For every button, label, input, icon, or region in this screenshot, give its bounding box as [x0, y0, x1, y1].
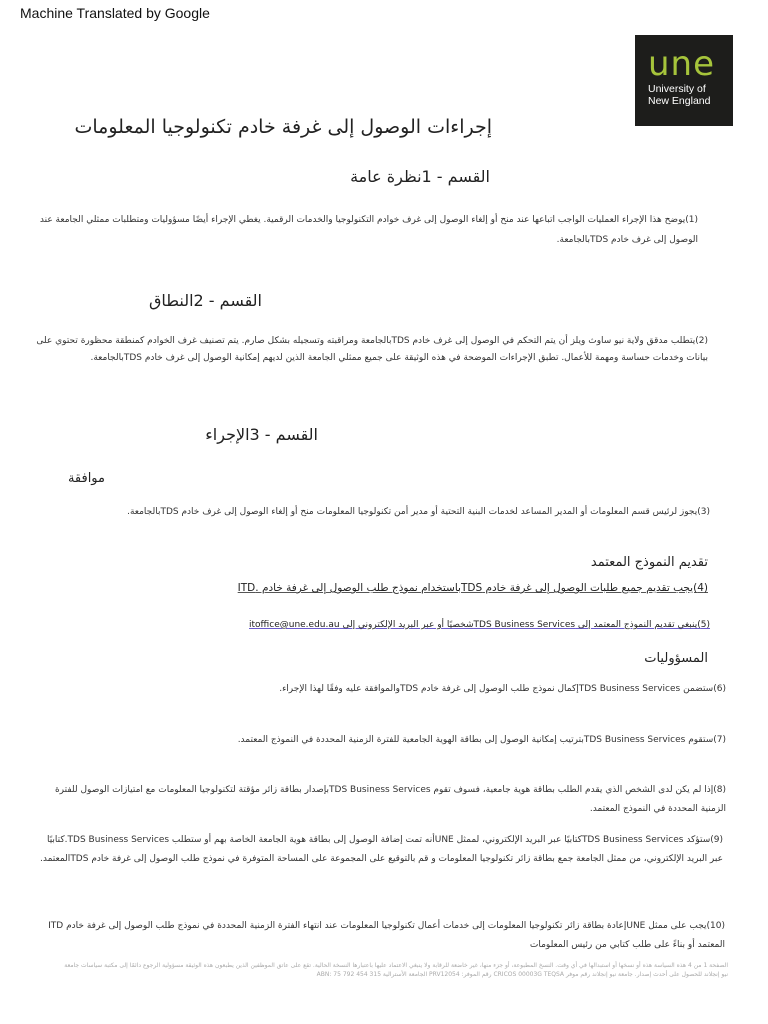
paragraph-2-line-1: (2)يتطلب مدقق ولاية نيو ساوث ويلز أن يتم التحكم في الوصول إلى غرف خادم TDSبالجامعة ومراقبته وتسجيله بشكل صارم. يتم تصنيف غرف الخوادم كمنطقة محظورة تحتوي على: [36, 336, 708, 346]
paragraph-2-line-2: بيانات وخدمات حساسة ومهمة للأعمال. تطبق الإجراءات الموضحة في هذه الوثيقة على جميع ممثلي الجامعة الذين لديهم إمكانية الوصول إلى غرف خادم TDSبالجامعة.: [90, 353, 708, 363]
logo-line-1: University of: [648, 83, 706, 95]
paragraph-1-line-2: الوصول إلى غرف خادم TDSبالجامعة.: [556, 235, 698, 245]
responsibilities-heading: المسؤوليات: [644, 651, 708, 666]
paragraph-8-line-1: (8)إذا لم يكن لدى الشخص الذي يقدم الطلب بطاقة هوية جامعية، فسوف تقوم TDS Business Servicesبإصدار بطاقة زائر مؤقتة لتكنولوجيا المعلومات مع امتيازات الوصول للفترة: [54, 785, 726, 795]
document-title: إجراءات الوصول إلى غرفة خادم تكنولوجيا المعلومات: [74, 116, 492, 138]
paragraph-8-line-2: الزمنية المحددة في النموذج المعتمد.: [589, 804, 726, 814]
section-2-heading: القسم - 2النطاق: [148, 291, 262, 310]
footer-line-2: نيو إنجلاند للحصول على أحدث إصدار. جامعة نيو إنجلاند رقم موفر CRICOS 00003G TEQSA رقم الموفر: PRV12054 الجامعة الأسترالية ABN: 75 792 454 315: [316, 971, 728, 978]
paragraph-7: (7)ستقوم TDS Business Servicesبترتيب إمكانية الوصول إلى بطاقة الهوية الجامعية للفترة الزمنية المحددة في النموذج المعتمد.: [237, 735, 726, 745]
approved-form-heading: تقديم النموذج المعتمد: [590, 555, 708, 570]
machine-translation-label: Machine Translated by Google: [20, 5, 210, 21]
paragraph-9-line-1: (9)ستؤكد TDS Business Servicesكتابيًا عبر البريد الإلكتروني، لممثل UNEأنه تمت إضافة الوصول إلى بطاقة هوية الجامعة الخاصة بهم أو ستطلب TDS Business Services.كتابيًا: [46, 835, 723, 845]
paragraph-4-text: (4)يجب تقديم جميع طلبات الوصول إلى غرفة خادم TDSباستخدام نموذج طلب الوصول إلى غرفة خادم .ITD: [237, 582, 708, 594]
submit-form-link[interactable]: (5)ينبغي تقديم النموذج المعتمد إلى TDS Business Servicesشخصيًا أو عبر البريد الإلكتروني إلى itoffice@une.edu.au: [249, 620, 710, 630]
paragraph-4: [238, 582, 708, 594]
footer-line-1: الصفحة 1 من 4 هذه السياسة هذه أو نسخها أو استبدالها في أي وقت. النسخ المطبوعة، أو جزء منها، غير خاضعة للرقابة ولا ينبغي الاعتماد عليها باعتبارها النسخة الحالية. تقع على عاتق الموظفين الذين يطبعون هذه الوثيقة مسؤولية الرجوع دائمًا إلى مكتبة سياسات جامعة: [64, 962, 728, 969]
section-3-heading: القسم - 3الإجراء: [205, 425, 318, 444]
approval-heading: موافقة: [67, 471, 105, 486]
paragraph-3: (3)يجوز لرئيس قسم المعلومات أو المدير المساعد لخدمات البنية التحتية أو مدير أمن تكنولوجيا المعلومات منح أو إلغاء الوصول إلى غرف خادم TDSبالجامعة.: [127, 507, 710, 517]
paragraph-9-line-2: عبر البريد الإلكتروني، من ممثل الجامعة جمع بطاقة زائر تكنولوجيا المعلومات و قم بالتوقيع على المجموعة على المساحة المتوفرة في نموذج طلب الوصول إلى غرفة خادم TDSالمعتمد.: [40, 854, 723, 864]
paragraph-10-line-2: المعتمد أو بناءً على طلب كتابي من رئيس المعلومات: [529, 940, 725, 950]
logo-line-2: New England: [648, 95, 711, 107]
logo-mark: une: [648, 44, 716, 84]
section-1-heading: القسم - 1نظرة عامة: [350, 167, 490, 186]
une-logo: [635, 35, 733, 126]
paragraph-6: (6)ستضمن TDS Business Servicesإكمال نموذج طلب الوصول إلى غرفة خادم TDSوالموافقة عليه وفقًا لهذا الإجراء.: [279, 684, 726, 694]
paragraph-1-line-1: (1)يوضح هذا الإجراء العمليات الواجب اتباعها عند منح أو إلغاء الوصول إلى غرف خوادم التكنولوجيا والخدمات الرقمية. يغطي الإجراء أيضًا مسؤوليات ومتطلبات ممثلي الجامعة عند: [39, 215, 698, 225]
paragraph-5: [249, 620, 710, 630]
paragraph-10-line-1: (10)يجب على ممثل UNEإعادة بطاقة زائر تكنولوجيا المعلومات إلى خدمات أعمال تكنولوجيا المعلومات عند انتهاء الفترة الزمنية المحددة في نموذج طلب الوصول إلى غرفة خادم ITD: [48, 921, 725, 931]
